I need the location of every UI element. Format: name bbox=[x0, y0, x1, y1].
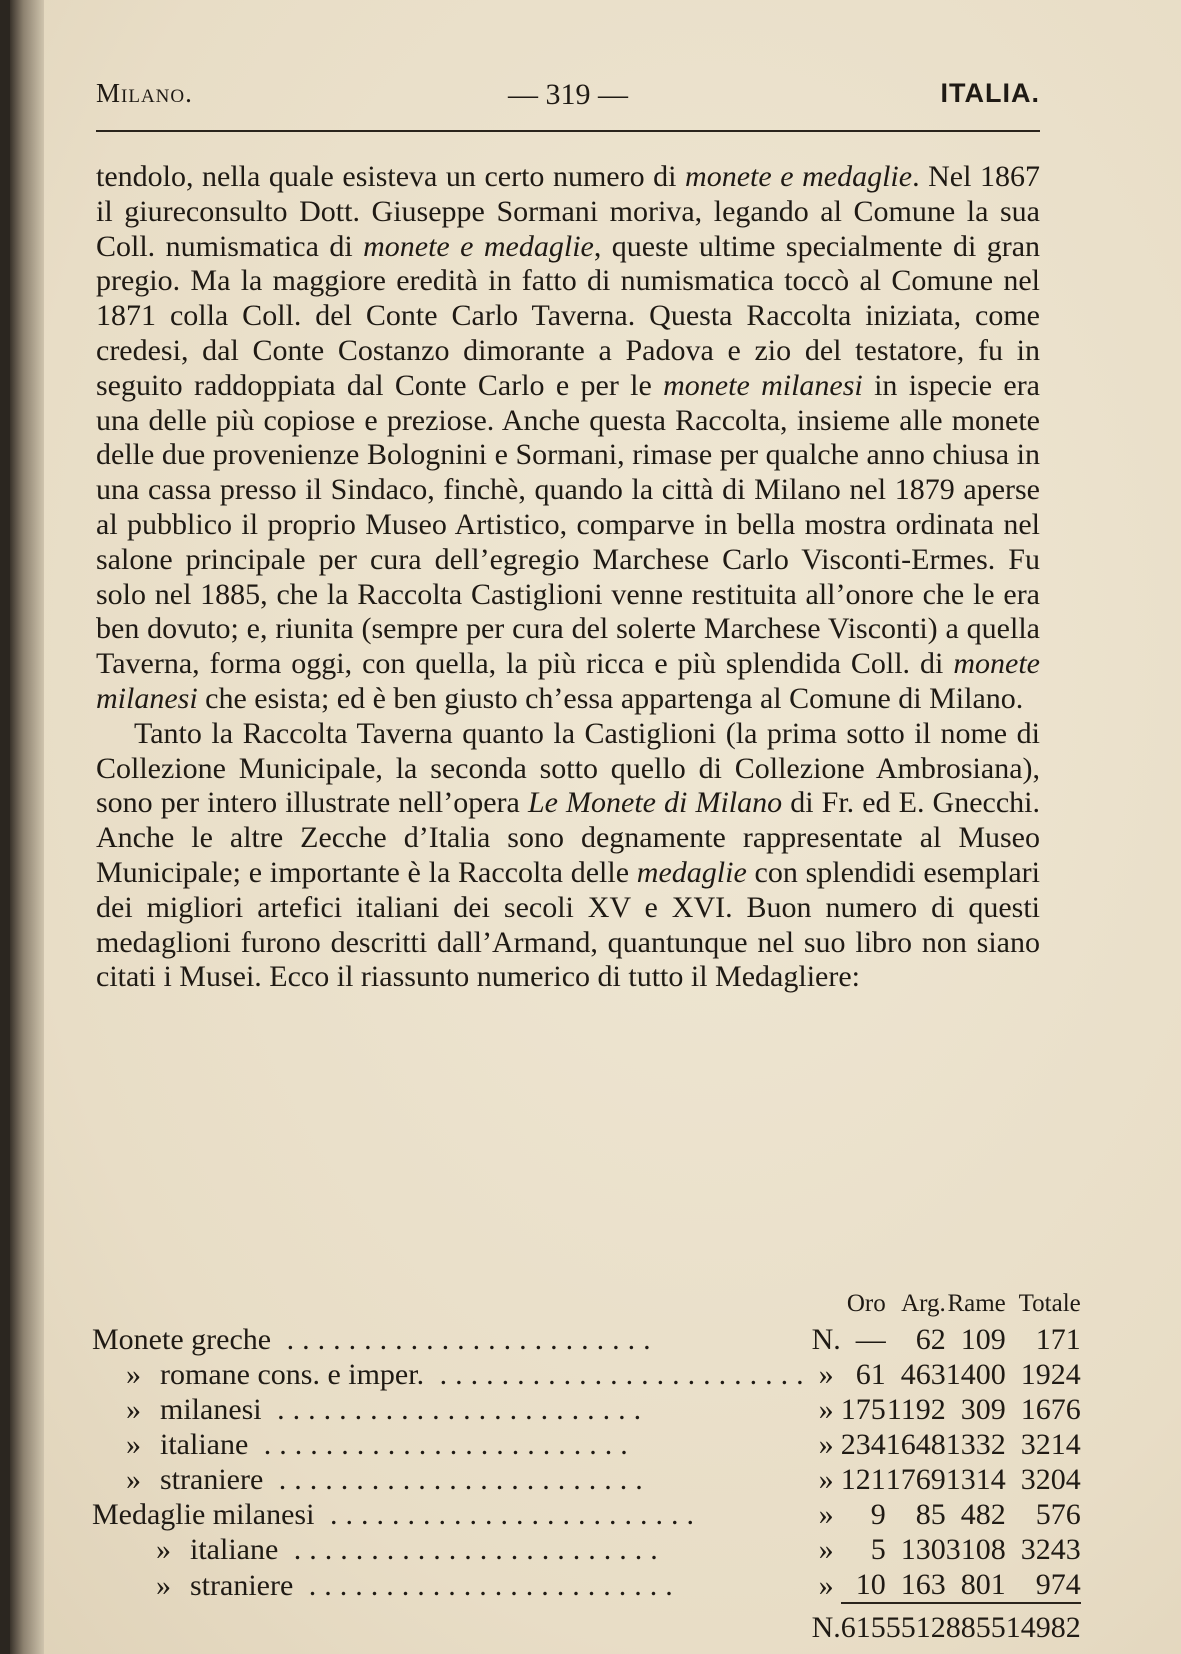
row-mark: » bbox=[818, 1498, 834, 1531]
total-label bbox=[92, 1603, 812, 1645]
total-oro: 615 bbox=[840, 1611, 886, 1644]
cell-arg: 1648 bbox=[885, 1428, 946, 1461]
cell-rame: 109 bbox=[960, 1323, 1006, 1356]
row-label-text: romane cons. e imper. bbox=[160, 1358, 425, 1391]
cell-arg: 1769 bbox=[885, 1463, 946, 1496]
cell-oro: — bbox=[855, 1323, 886, 1356]
cell-rame: 1314 bbox=[945, 1463, 1006, 1496]
page-number: — 319 — bbox=[508, 78, 628, 111]
table-row bbox=[92, 1427, 1081, 1462]
row-mark: » bbox=[818, 1358, 834, 1391]
row-label bbox=[92, 1427, 812, 1462]
header-city: Milano. bbox=[96, 78, 193, 108]
cell-arg: 463 bbox=[900, 1358, 946, 1391]
text-run: , queste ultime specialmente di gran pregio. Ma la maggiore eredità in fatto di numismatica toccò al Comune nel 1871 colla Coll. del Conte Carlo Taverna. Questa Raccolta iniziata, come credesi, dal Conte Costanzo dimorante a Padova e zio del testatore, fu in seguito raddoppiata dal Conte Carlo e per le bbox=[96, 229, 1041, 402]
total-totale: 14982 bbox=[1005, 1611, 1081, 1644]
leader-dots: ........................ bbox=[424, 1358, 812, 1391]
cell-rame: 1400 bbox=[945, 1358, 1006, 1391]
row-label-text: Medaglie milanesi bbox=[92, 1498, 315, 1531]
cell-totale: 1676 bbox=[1020, 1393, 1081, 1426]
total-arg: 5512 bbox=[885, 1611, 946, 1644]
cell-oro: 9 bbox=[870, 1498, 886, 1531]
row-label bbox=[92, 1497, 812, 1532]
row-label-text: milanesi bbox=[160, 1393, 262, 1426]
row-label-text: italiane bbox=[190, 1533, 279, 1566]
cell-totale: 576 bbox=[1035, 1498, 1081, 1531]
cell-oro: 10 bbox=[841, 1567, 886, 1603]
row-mark: N. bbox=[811, 1323, 841, 1356]
text-run: con splendidi esemplari dei migliori artefici italiani dei secoli XV e XVI. Buon numero di questi medaglioni furono descritti dall’Armand, quantunque nel suo libro non siano citati i Musei. Ecco il riassunto numerico di tutto il Medagliere: bbox=[96, 855, 1040, 994]
cell-totale: 3243 bbox=[1020, 1533, 1081, 1566]
row-label-text: straniere bbox=[160, 1463, 264, 1496]
leader-dots: ........................ bbox=[263, 1463, 651, 1496]
italic-run: monete e medaglie bbox=[363, 229, 594, 263]
cell-totale: 171 bbox=[1035, 1323, 1081, 1356]
leader-dots: ........................ bbox=[293, 1568, 681, 1602]
cell-rame: 309 bbox=[960, 1393, 1006, 1426]
row-mark: » bbox=[818, 1393, 834, 1426]
italic-run: monete milanesi bbox=[663, 368, 863, 402]
leader-dots: ........................ bbox=[248, 1428, 636, 1461]
header-country: ITALIA. bbox=[940, 78, 1040, 108]
table-body bbox=[92, 1322, 1081, 1645]
text-run: di Fr. ed E. Gnecchi. Anche le altre Zecche d’Italia sono degnamente rappresentate al Museo Municipale; e importante è la Raccolta delle bbox=[96, 786, 1040, 889]
cell-arg: 163 bbox=[886, 1567, 946, 1603]
cell-rame: 3108 bbox=[945, 1533, 1006, 1566]
italic-run: monete milanesi bbox=[96, 647, 1040, 715]
cell-arg: 85 bbox=[915, 1498, 946, 1531]
medagliere-summary-table bbox=[92, 1284, 1081, 1645]
table-row bbox=[92, 1392, 1081, 1427]
row-label bbox=[92, 1532, 812, 1567]
ditto-mark: » bbox=[126, 1358, 141, 1391]
row-label bbox=[92, 1392, 812, 1427]
running-header bbox=[96, 78, 1040, 122]
table-row bbox=[92, 1567, 1081, 1603]
row-mark: » bbox=[818, 1568, 834, 1602]
row-label-text: Monete greche bbox=[92, 1323, 272, 1356]
cell-oro: 234 bbox=[840, 1428, 886, 1461]
body-text bbox=[96, 160, 1040, 995]
header-rame: Rame bbox=[947, 1289, 1006, 1317]
header-totale: Totale bbox=[1018, 1289, 1081, 1317]
cell-rame: 1332 bbox=[945, 1428, 1006, 1461]
cell-totale: 1924 bbox=[1020, 1358, 1081, 1391]
book-page bbox=[10, 0, 1181, 1654]
text-run: che esista; ed è ben giusto ch’essa appartenga al Comune di Milano. bbox=[197, 681, 1024, 715]
table-row bbox=[92, 1357, 1081, 1392]
italic-run: medaglie bbox=[636, 855, 747, 889]
italic-run: monete e medaglie bbox=[685, 160, 913, 193]
row-label bbox=[92, 1462, 812, 1497]
row-label bbox=[92, 1322, 812, 1357]
cell-totale: 974 bbox=[1006, 1567, 1081, 1603]
row-mark: » bbox=[818, 1533, 834, 1566]
row-mark: » bbox=[818, 1463, 834, 1496]
leader-dots: ........................ bbox=[271, 1323, 659, 1356]
row-label-text: straniere bbox=[190, 1568, 294, 1602]
table-total-row bbox=[92, 1603, 1081, 1645]
leader-dots: ........................ bbox=[261, 1393, 650, 1426]
text-run: . Nel 1867 il giureconsulto Dott. Giuseppe Sormani moriva, legando al Comune la sua Coll. numismatica di bbox=[96, 160, 1040, 263]
table-header-row bbox=[92, 1284, 1081, 1322]
cell-totale: 3204 bbox=[1020, 1463, 1081, 1496]
table-row bbox=[92, 1497, 1081, 1532]
table-row bbox=[92, 1462, 1081, 1497]
cell-arg: 62 bbox=[915, 1323, 946, 1356]
row-label-text: italiane bbox=[160, 1428, 249, 1461]
ditto-mark: » bbox=[126, 1393, 141, 1426]
cell-oro: 5 bbox=[870, 1533, 886, 1566]
table-row bbox=[92, 1532, 1081, 1567]
cell-totale: 3214 bbox=[1020, 1428, 1081, 1461]
text-run: in ispecie era una delle più copiose e preziose. Anche questa Raccolta, insieme alle monete delle due provenienze Bolognini e Sormani, rimase per qualche anno chiusa in una cassa presso il Sindaco, finchè, quando la città di Milano nel 1879 aperse al pubblico il proprio Museo Artistico, comparve in bella mostra ordinata nel salone principale per cura dell’egregio Marchese Carlo Visconti-Ermes. Fu solo nel 1885, che la Raccolta Castiglioni venne restituita all’onore che le era ben dovuto; e, riunita (sempre per cura del solerte Marchese Visconti) a quella Taverna, forma oggi, con quella, la più ricca e più splendida Coll. di bbox=[96, 368, 1041, 681]
header-rule bbox=[96, 130, 1040, 132]
paragraph-2 bbox=[96, 717, 1040, 995]
italic-run: Le Monete di Milano bbox=[527, 786, 783, 820]
ditto-mark: » bbox=[156, 1568, 171, 1602]
cell-rame: 801 bbox=[946, 1567, 1006, 1603]
cell-arg: 1192 bbox=[886, 1393, 946, 1426]
leader-dots: ........................ bbox=[314, 1498, 702, 1531]
total-rame: 8855 bbox=[945, 1611, 1006, 1644]
row-mark: » bbox=[818, 1428, 834, 1461]
cell-oro: 175 bbox=[840, 1393, 886, 1426]
cell-oro: 61 bbox=[855, 1358, 886, 1391]
leader-dots: ........................ bbox=[278, 1533, 666, 1566]
table-row bbox=[92, 1322, 1081, 1357]
ditto-mark: » bbox=[126, 1428, 141, 1461]
text-run: Tanto la Raccolta Taverna quanto la Castiglioni (la prima sotto il nome di Collezione Municipale, la seconda sotto quello di Collezione Ambrosiana), sono per intero illustrate nell’opera bbox=[96, 716, 1040, 820]
row-label bbox=[92, 1357, 812, 1392]
text-run: tendolo, nella quale esisteva un certo numero di bbox=[96, 160, 686, 193]
row-label bbox=[92, 1567, 812, 1603]
book-spine-shadow bbox=[10, 0, 44, 1654]
header-arg: Arg. bbox=[901, 1289, 946, 1317]
ditto-mark: » bbox=[156, 1533, 171, 1566]
cell-oro: 121 bbox=[840, 1463, 886, 1496]
total-mark: N. bbox=[811, 1610, 841, 1644]
cell-arg: 130 bbox=[900, 1533, 946, 1566]
header-oro: Oro bbox=[846, 1289, 886, 1317]
cell-rame: 482 bbox=[960, 1498, 1006, 1531]
ditto-mark: » bbox=[126, 1463, 141, 1496]
paragraph-1 bbox=[96, 160, 1040, 717]
